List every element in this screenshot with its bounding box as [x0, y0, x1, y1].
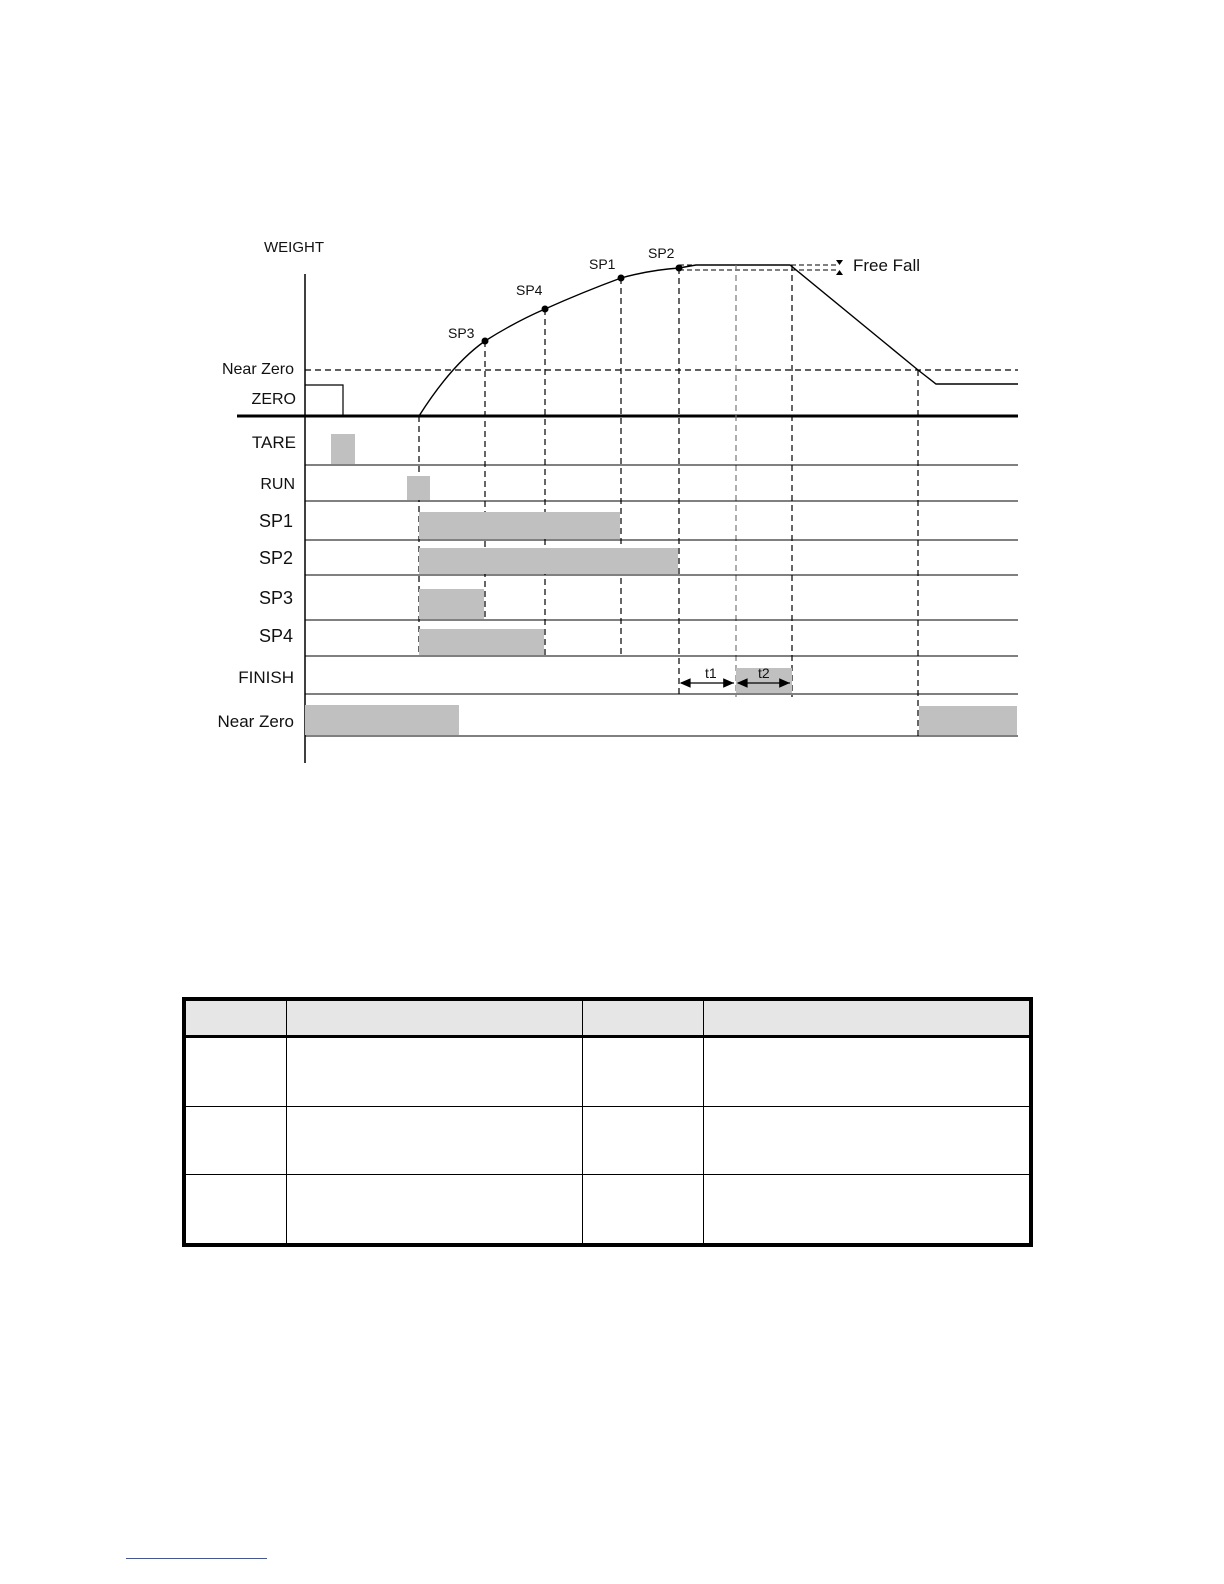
table-row: [184, 1106, 1031, 1175]
weight-curve: [419, 265, 1018, 416]
sp4-pulse: [419, 629, 544, 655]
free-fall-arrow-icon-2: [836, 270, 843, 275]
table-cell: [703, 1106, 1031, 1175]
sp2-curve-label: SP2: [648, 245, 675, 261]
free-fall-arrow-icon: [836, 260, 843, 265]
table-header-cell: [703, 999, 1031, 1037]
table-cell: [703, 1175, 1031, 1245]
table-cell: [286, 1175, 582, 1245]
signal-label-sp2: SP2: [258, 548, 293, 568]
table-cell: [286, 1106, 582, 1175]
footnote-rule: [126, 1558, 267, 1559]
near-zero-level-label: Near Zero: [221, 361, 294, 378]
tare-pulse: [331, 434, 355, 464]
table-cell: [184, 1106, 286, 1175]
sp1-pulse: [419, 512, 620, 539]
table-cell: [184, 1175, 286, 1245]
near-zero-pulse-end: [919, 706, 1017, 735]
signal-label-finish: FINISH: [238, 668, 294, 687]
free-fall-label: Free Fall: [853, 256, 921, 275]
near-zero-pulse-start: [305, 705, 459, 735]
table-row: [184, 1037, 1031, 1107]
sp3-pulse: [419, 589, 484, 619]
table-cell: [582, 1175, 703, 1245]
sp2-pulse: [419, 548, 678, 574]
signal-label-sp4: SP4: [258, 626, 293, 646]
table-header-cell: [582, 999, 703, 1037]
signal-label-run: RUN: [260, 476, 295, 493]
table-header-cell: [286, 999, 582, 1037]
signal-label-sp3: SP3: [258, 588, 293, 608]
table-cell: [582, 1037, 703, 1107]
sp3-curve-label: SP3: [448, 325, 475, 341]
signal-label-near-zero: Near Zero: [217, 712, 294, 731]
run-pulse: [407, 476, 430, 500]
zero-pulse: [305, 385, 343, 416]
timer-label-t2: t2: [758, 665, 770, 681]
sp1-curve-label: SP1: [589, 256, 616, 272]
table-cell: [184, 1037, 286, 1107]
empty-table: [182, 997, 1033, 1247]
signal-label-sp1: SP1: [258, 511, 293, 531]
table-cell: [582, 1106, 703, 1175]
timer-label-t1: t1: [705, 665, 717, 681]
table-cell: [703, 1037, 1031, 1107]
axis-label: WEIGHT: [264, 239, 324, 256]
signal-label-tare: TARE: [251, 433, 296, 452]
table-cell: [286, 1037, 582, 1107]
sp4-curve-label: SP4: [516, 282, 543, 298]
table-header-row: [184, 999, 1031, 1037]
table-header-cell: [184, 999, 286, 1037]
table-row: [184, 1175, 1031, 1245]
zero-level-label: ZERO: [251, 391, 296, 408]
